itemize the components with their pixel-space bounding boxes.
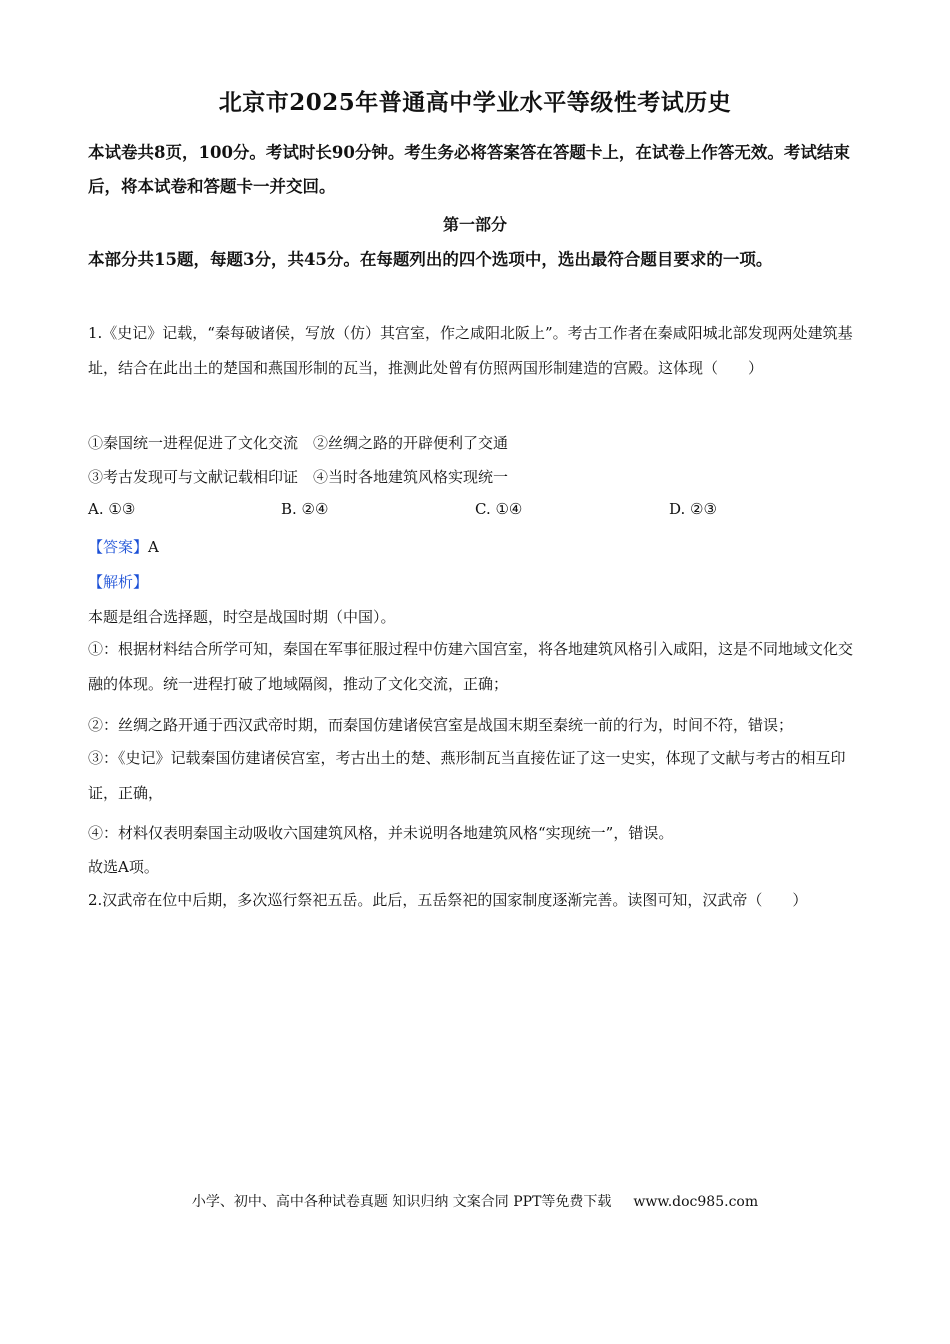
- analysis-point-3: ③：《史记》记载秦国仿建诸侯宫室，考古出土的楚、燕形制瓦当直接佐证了这一史实，体现了文献与考古的相互印证，正确，: [88, 749, 846, 802]
- option-a: A. ①③: [88, 500, 136, 518]
- analysis-intro: 本题是组合选择题，时空是战国时期（中国）。: [88, 608, 396, 626]
- answer-tag: 【答案】: [88, 538, 149, 556]
- page-footer: [0, 1191, 950, 1211]
- option-b: B. ②④: [281, 500, 329, 518]
- answer-value: A: [148, 538, 159, 556]
- analysis-point-1: ①：根据材料结合所学可知，秦国在军事征服过程中仿建六国宫室，将各地建筑风格引入咸阳，这是不同地域文化交融的体现。统一进程打破了地域隔阂，推动了文化交流，正确；: [88, 640, 854, 693]
- option-d: D. ②③: [669, 500, 717, 518]
- question-1-statements-line-2: ③考古发现可与文献记载相印证 ④当时各地建筑风格实现统一: [88, 468, 509, 486]
- analysis-tag: [88, 571, 148, 592]
- answer-line: [88, 536, 159, 557]
- analysis-point-2: ②：丝绸之路开通于西汉武帝时期，而秦国仿建诸侯宫室是战国末期至秦统一前的行为，时间不符，错误；: [88, 716, 794, 734]
- exam-title: 北京市2025年普通高中学业水平等级性考试历史: [218, 89, 732, 116]
- part-intro: 本部分共15题，每题3分，共45分。在每题列出的四个选项中，选出最符合题目要求的一项。: [88, 250, 773, 269]
- part-title: 第一部分: [442, 215, 507, 234]
- question-1-statements-line-1: ①秦国统一进程促进了文化交流 ②丝绸之路的开辟便利了交通: [88, 434, 509, 452]
- question-2-stem: 2.汉武帝在位中后期，多次巡行祭祀五岳。此后，五岳祭祀的国家制度逐渐完善。读图可知，汉武帝（ ）: [88, 891, 808, 909]
- exam-instructions: 本试卷共8页，100分。考试时长90分钟。考生务必将答案答在答题卡上，在试卷上作答无效。考试结束后，将本试卷和答题卡一并交回。: [88, 143, 850, 196]
- footer-text: 小学、初中、高中各种试卷真题 知识归纳 文案合同 PPT等免费下载: [191, 1194, 612, 1210]
- footer-url[interactable]: www.doc985.com: [633, 1194, 759, 1210]
- option-c: C. ①④: [475, 500, 523, 518]
- analysis-conclusion: 故选A项。: [88, 858, 159, 876]
- analysis-point-4: ④：材料仅表明秦国主动吸收六国建筑风格，并未说明各地建筑风格“实现统一”，错误。: [88, 824, 674, 842]
- analysis-tag-label: 【解析】: [88, 573, 149, 591]
- question-1-stem: 1.《史记》记载，“秦每破诸侯，写放（仿）其宫室，作之咸阳北阪上”。考古工作者在秦咸阳城北部发现两处建筑基址，结合在此出土的楚国和燕国形制的瓦当，推测此处曾有仿照两国形制建造的宫殿。这体现（ ）: [88, 324, 853, 377]
